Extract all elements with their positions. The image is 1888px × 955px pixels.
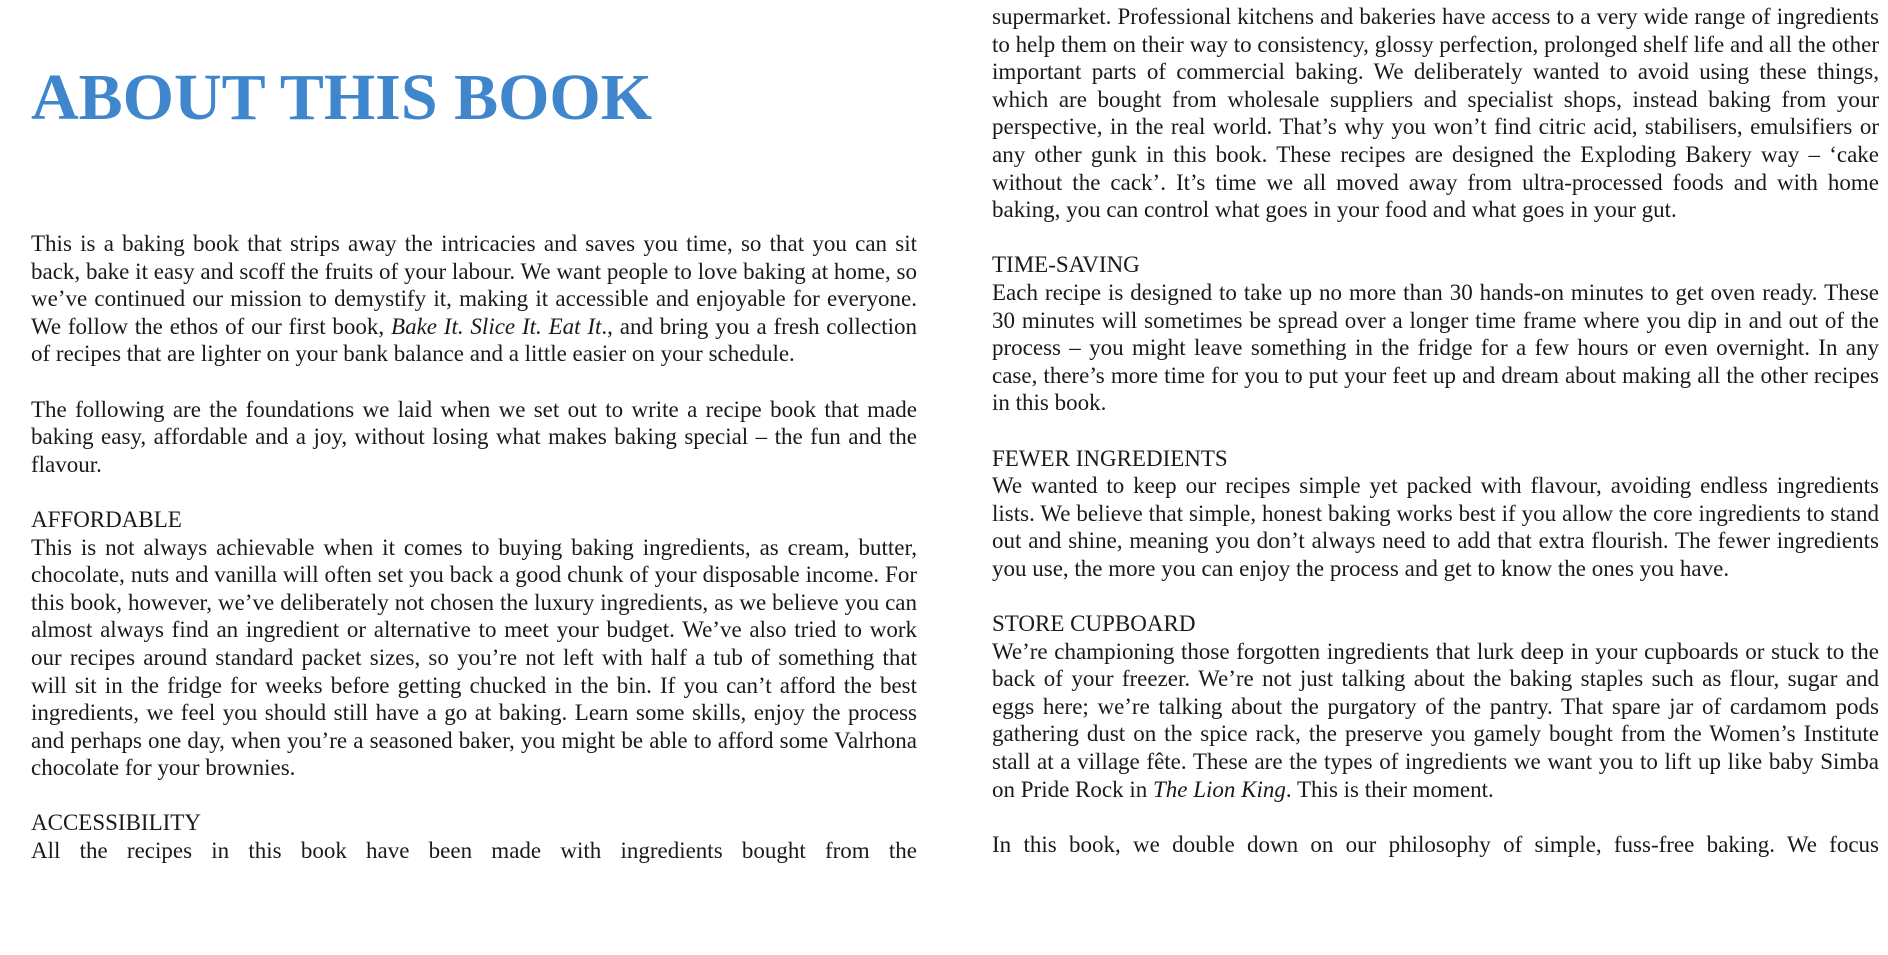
paragraph-spacer [31, 368, 917, 396]
page-title: ABOUT THIS BOOK [31, 61, 653, 134]
fewer-ingredients-paragraph: We wanted to keep our recipes simple yet packed with flavour, avoiding endless ingredients lists. We believe that simple, honest baking works best if you allow the core ingredients to stand out and shine, meaning you don’t always need to add that extra flourish. The fewer ingredients you use, the more you can enjoy the process and get to know the ones you have. [992, 473, 1879, 581]
first-book-title: Bake It. Slice It. Eat It [391, 313, 602, 339]
intro-paragraph-1 [31, 230, 917, 368]
affordable-heading: AFFORDABLE [31, 506, 182, 532]
right-column [992, 0, 1879, 858]
paragraph-spacer [31, 782, 917, 810]
accessibility-paragraph-continued: supermarket. Professional kitchens and bakeries have access to a very wide range of ingredients to help them on their way to consistency, glossy perfection, prolonged shelf life and all the other important parts of commercial baking. We deliberately wanted to avoid using these things, which are bought from wholesale suppliers and specialist shops, instead baking from your perspective, in the real world. That’s why you won’t find citric acid, stabilisers, emulsifiers or any other gunk in this book. These recipes are designed the Exploding Bakery way – ‘cake without the cack’. It’s time we all moved away from ultra-processed foods and with home baking, you can control what goes in your food and what goes in your gut. [992, 4, 1879, 223]
fewer-ingredients-heading: FEWER INGREDIENTS [992, 445, 1228, 471]
intro-1-text-end: ., and bring you a fresh collection of recipes that are lighter on your bank balance and a little easier on your schedule. [31, 313, 917, 367]
paragraph-spacer [992, 224, 1879, 252]
left-column [31, 0, 917, 865]
intro-1-text: This is a baking book that strips away the intricacies and saves you time, so that you can sit back, bake it easy and scoff the fruits of your labour. We want people to love baking at home, so we’ve continued our mission to demystify it, making it accessible and enjoyable for everyone. We follow the ethos of our first book, [31, 231, 917, 339]
accessibility-paragraph: All the recipes in this book have been made with ingredients bought from the [31, 838, 917, 864]
time-saving-paragraph: Each recipe is designed to take up no more than 30 hands-on minutes to get oven ready. These 30 minutes will sometimes be spread over a longer time frame where you dip in and out of the process – you might leave something in the fridge for a few hours or even overnight. In any case, there’s more time for you to put your feet up and dream about making all the other recipes in this book. [992, 279, 1879, 416]
affordable-paragraph: This is not always achievable when it comes to buying baking ingredients, as cream, butter, chocolate, nuts and vanilla will often set you back a good chunk of your disposable income. For this book, however, we’ve deliberately not chosen the luxury ingredients, as we believe you can almost always find an ingredient or alternative to meet your budget. We’ve also tried to work our recipes around standard packet sizes, so you’re not left with half a tub of something that will sit in the fridge for weeks before getting chucked in the bin. If you can’t afford the best ingredients, we feel you should still have a go at baking. Learn some skills, enjoy the process and perhaps one day, when you’re a seasoned baker, you might be able to afford some Valrhona chocolate for your brownies. [31, 534, 917, 781]
store-cupboard-text-end: . This is their moment. [1285, 776, 1494, 802]
intro-paragraph-2: The following are the foundations we laid when we set out to write a recipe book that made baking easy, affordable and a joy, without losing what makes baking special – the fun and the flavour. [31, 396, 917, 477]
closing-paragraph: In this book, we double down on our philosophy of simple, fuss-free baking. We focus [992, 831, 1879, 857]
store-cupboard-text: We’re championing those forgotten ingredients that lurk deep in your cupboards or stuck to the back of your freezer. We’re not just talking about the baking staples such as flour, sugar and eggs here; we’re talking about the purgatory of the pantry. That spare jar of cardamom pods gathering dust on the spice rack, the preserve you gamely bought from the Women’s Institute stall at a village fête. These are the types of ingredients we want you to lift up like baby Simba on Pride Rock in [992, 638, 1879, 802]
store-cupboard-paragraph [992, 638, 1879, 804]
paragraph-spacer [992, 803, 1879, 831]
paragraph-spacer [992, 417, 1879, 445]
accessibility-heading: ACCESSIBILITY [31, 810, 201, 836]
film-title: The Lion King [1153, 776, 1286, 802]
paragraph-spacer [992, 582, 1879, 610]
store-cupboard-heading: STORE CUPBOARD [992, 611, 1196, 637]
paragraph-spacer [31, 478, 917, 506]
time-saving-heading: TIME-SAVING [992, 252, 1140, 278]
